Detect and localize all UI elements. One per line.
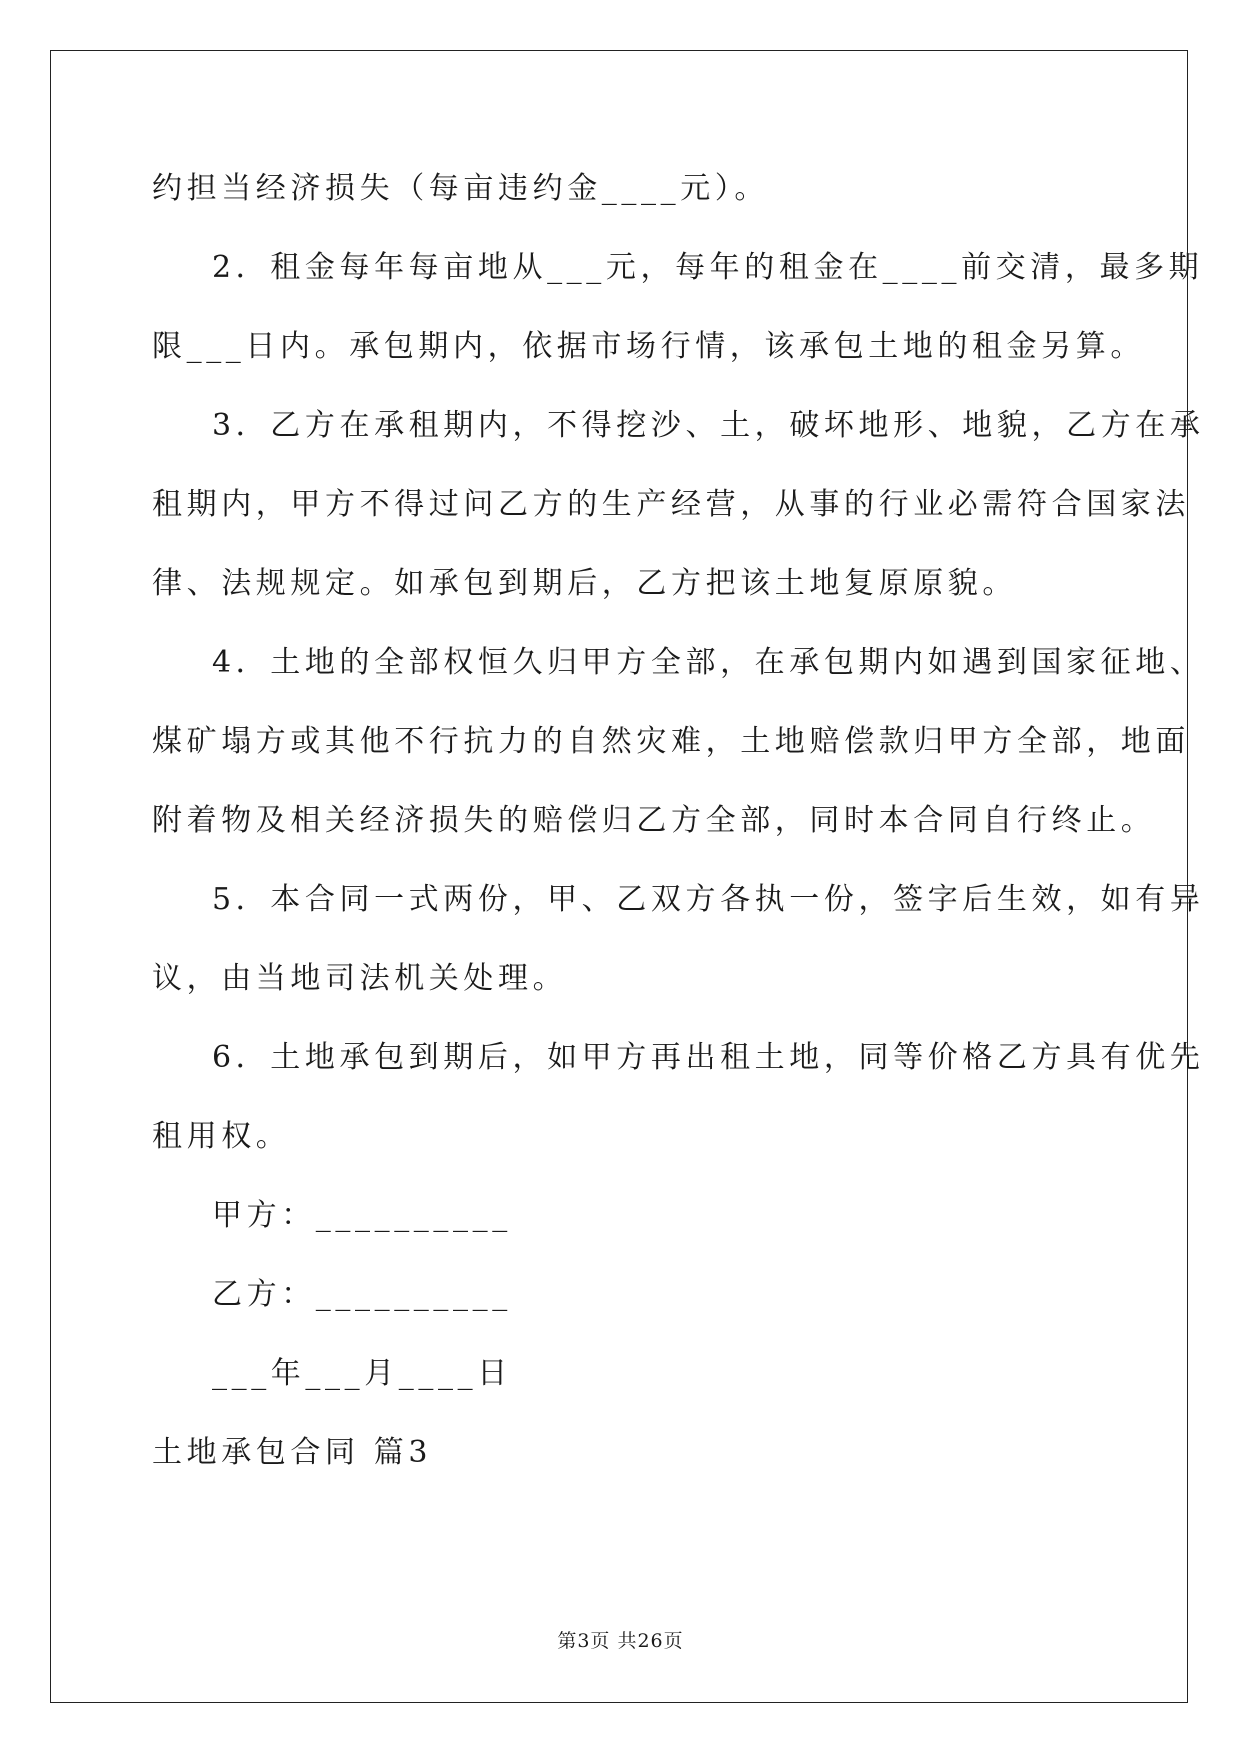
clause-4-line-1: 4．土地的全部权恒久归甲方全部，在承包期内如遇到国家征地、 [212, 645, 1205, 680]
party-b-signature: 乙方：__________ [212, 1277, 512, 1312]
clause-4-line-3: 附着物及相关经济损失的赔偿归乙方全部，同时本合同自行终止。 [152, 803, 1156, 838]
clause-5-line-1: 5．本合同一式两份，甲、乙双方各执一份，签字后生效，如有异 [212, 882, 1205, 917]
clause-3-line-3: 律、法规规定。如承包到期后，乙方把该土地复原原貌。 [152, 566, 1017, 601]
clause-3-line-1: 3．乙方在承租期内，不得挖沙、土，破坏地形、地貌，乙方在承 [212, 408, 1205, 443]
signature-date: ___年___月____日 [212, 1356, 512, 1391]
clause-2-line-1: 2．租金每年每亩地从___元，每年的租金在____前交清，最多期 [212, 250, 1204, 285]
text-line: 约担当经济损失（每亩违约金____元）。 [152, 171, 769, 206]
section-heading: 土地承包合同 篇3 [152, 1435, 433, 1470]
clause-6-line-2: 租用权。 [152, 1119, 291, 1154]
clause-4-line-2: 煤矿塌方或其他不行抗力的自然灾难，土地赔偿款归甲方全部，地面 [152, 724, 1190, 759]
clause-5-line-2: 议，由当地司法机关处理。 [152, 961, 568, 996]
clause-6-line-1: 6．土地承包到期后，如甲方再出租土地，同等价格乙方具有优先 [212, 1040, 1205, 1075]
page-footer: 第3页 共26页 [557, 1630, 684, 1652]
clause-3-line-2: 租期内，甲方不得过问乙方的生产经营，从事的行业必需符合国家法 [152, 487, 1190, 522]
party-a-signature: 甲方：__________ [212, 1198, 512, 1233]
clause-2-line-2: 限___日内。承包期内，依据市场行情，该承包土地的租金另算。 [152, 329, 1145, 364]
